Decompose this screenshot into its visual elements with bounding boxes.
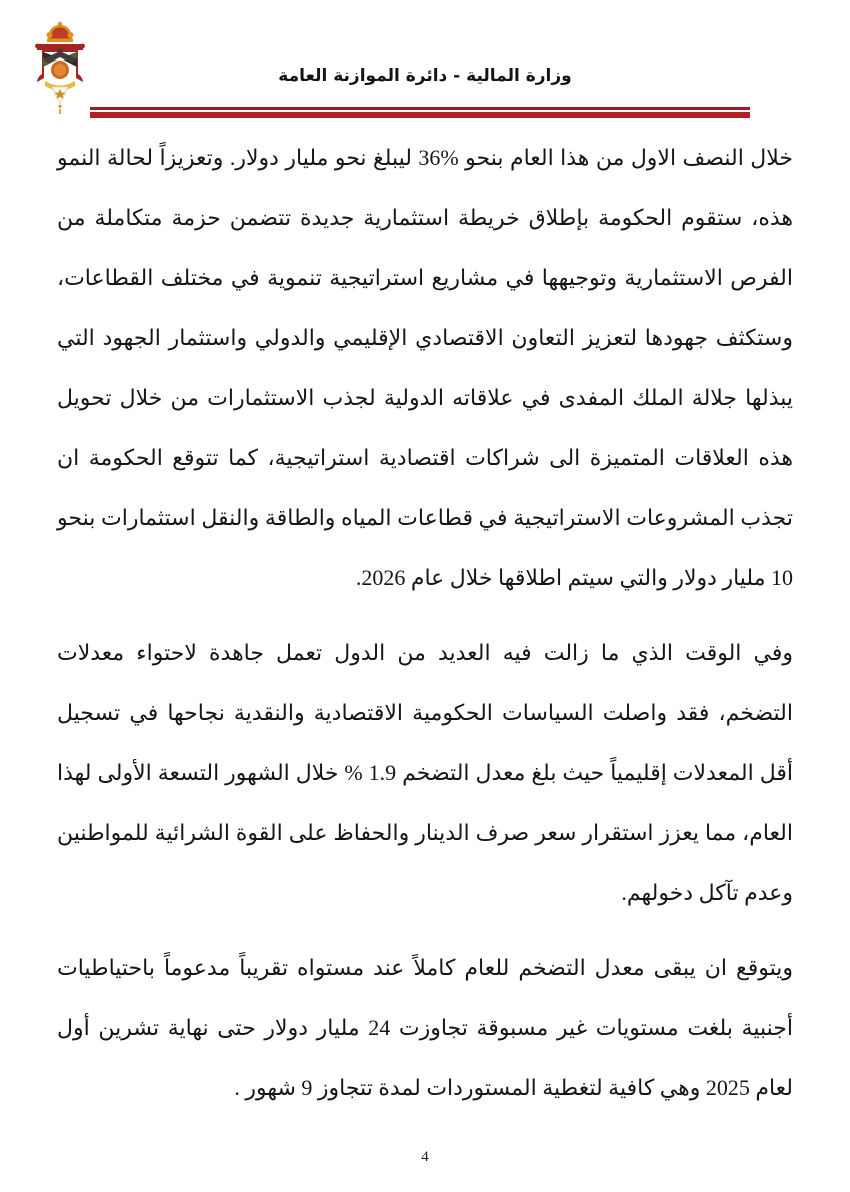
header-double-rule <box>90 107 750 118</box>
header-rule-thick <box>90 112 750 118</box>
paragraph-reserves: ويتوقع ان يبقى معدل التضخم للعام كاملاً عند مستواه تقريباً مدعوماً باحتياطيات أجنبية بلغت مستويات غير مسبوقة تجاوزت 24 مليار دولار حتى نهاية تشرين أول لعام 2025 وهي كافية لتغطية المستوردات لمدة تتجاوز 9 شهور . <box>57 955 793 1100</box>
document-header-title: وزارة المالية - دائرة الموازنة العامة <box>278 66 572 86</box>
paragraph-inflation: وفي الوقت الذي ما زالت فيه العديد من الدول تعمل جاهدة لاحتواء معدلات التضخم، فقد واصلت السياسات الحكومية الاقتصادية والنقدية نجاحها في تسجيل أقل المعدلات إقليمياً حيث بلغ معدل التضخم 1.9 % خلال الشهور التسعة الأولى لهذا العام، مما يعزز استقرار سعر صرف الدينار والحفاظ على القوة الشرائية للمواطنين وعدم تآكل دخولهم. <box>57 640 793 905</box>
paragraph-growth-investment: خلال النصف الاول من هذا العام بنحو %36 ليبلغ نحو مليار دولار. وتعزيزاً لحالة النمو هذه، ستقوم الحكومة بإطلاق خريطة استثمارية جديدة تتضمن حزمة متكاملة من الفرص الاستثمارية وتوجيهها في مشاريع استراتيجية تنموية في مختلف القطاعات، وستكثف جهودها لتعزيز التعاون الاقتصادي الإقليمي والدولي واستثمار الجهود التي يبذلها جلالة الملك المفدى في علاقاته الدولية لجذب الاستثمارات من خلال تحويل هذه العلاقات المتميزة الى شراكات اقتصادية استراتيجية، كما تتوقع الحكومة ان تجذب المشروعات الاستراتيجية في قطاعات المياه والطاقة والنقل استثمارات بنحو 10 مليار دولار والتي سيتم اطلاقها خلال عام 2026. <box>57 145 793 590</box>
page-number: 4 <box>421 1149 429 1165</box>
document-body <box>57 128 793 1133</box>
